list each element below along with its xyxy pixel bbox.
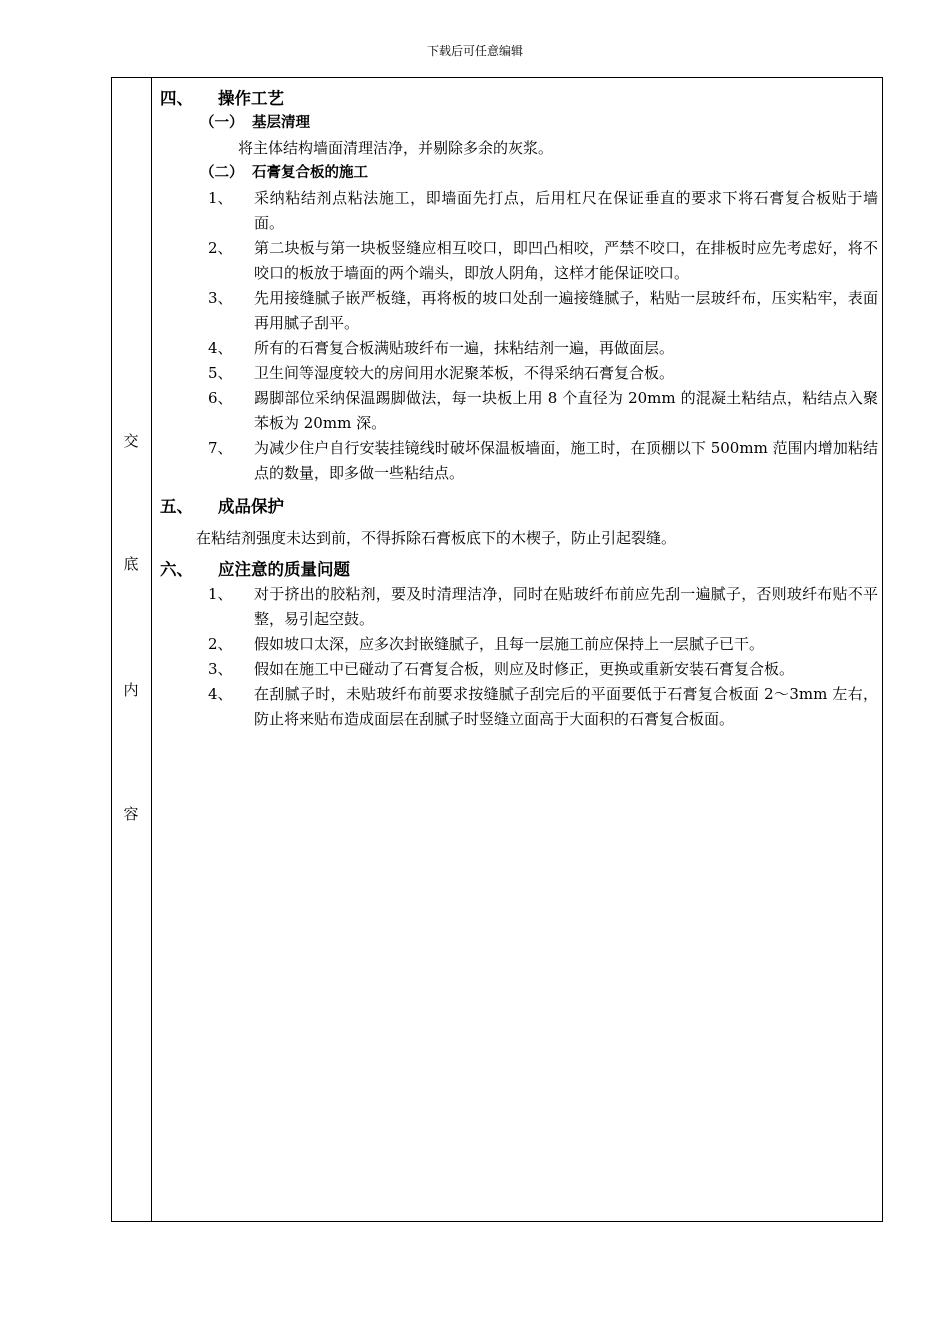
list-item: [160, 657, 878, 682]
section-number: 四、: [160, 89, 193, 108]
subsection-title: 石膏复合板的施工: [252, 165, 368, 181]
subsection-number: （一）: [200, 115, 244, 131]
item-number: 4、: [208, 339, 233, 357]
section-title: 操作工艺: [218, 89, 284, 108]
list-item: [160, 632, 878, 657]
item-number: 2、: [208, 635, 233, 653]
section-heading: [160, 557, 878, 582]
list-item: [160, 582, 878, 632]
item-number: 2、: [208, 239, 233, 257]
side-label-char: 内: [123, 681, 139, 699]
section-title: 成品保护: [218, 497, 284, 516]
section-heading: [160, 86, 878, 111]
list-item: [160, 336, 878, 361]
item-number: 1、: [208, 189, 233, 207]
item-text: 采纳粘结剂点粘法施工，即墙面先打点，后用杠尺在保证垂直的要求下将石膏复合板贴于墙面。: [254, 189, 878, 232]
item-number: 6、: [208, 389, 233, 407]
item-number: 4、: [208, 685, 233, 703]
section-title: 应注意的质量问题: [218, 560, 350, 579]
list-item: [160, 236, 878, 286]
item-text: 所有的石膏复合板满贴玻纤布一遍，抹粘结剂一遍，再做面层。: [254, 339, 675, 357]
section-number: 五、: [160, 497, 193, 516]
item-text: 卫生间等湿度较大的房间用水泥聚苯板，不得采纳石膏复合板。: [254, 364, 675, 382]
page-header: 下载后可任意编辑: [426, 44, 523, 58]
section-number: 六、: [160, 560, 193, 579]
item-text: 第二块板与第一块板竖缝应相互咬口，即凹凸相咬，严禁不咬口，在排板时应先考虑好，将不咬口的板放于墙面的两个端头，即放人阴角，这样才能保证咬口。: [254, 239, 878, 282]
column-divider: [151, 77, 152, 1222]
item-number: 3、: [208, 289, 233, 307]
side-label-char: 底: [123, 555, 139, 573]
list-item: [160, 682, 878, 732]
item-text: 先用接缝腻子嵌严板缝，再将板的坡口处刮一遍接缝腻子，粘贴一层玻纤布，压实粘牢，表面再用腻子刮平。: [254, 289, 878, 332]
item-text: 在刮腻子时，未贴玻纤布前要求按缝腻子刮完后的平面要低于石膏复合板面 2～3mm 左右，防止将来贴布造成面层在刮腻子时竖缝立面高于大面积的石膏复合板面。: [254, 685, 878, 728]
list-item: [160, 436, 878, 486]
item-number: 3、: [208, 660, 233, 678]
subsection-heading: [160, 111, 878, 136]
item-text: 假如在施工中已碰动了石膏复合板，则应及时修正，更换或重新安装石膏复合板。: [254, 660, 795, 678]
item-text: 为减少住户自行安装挂镜线时破坏保温板墙面，施工时，在顶棚以下 500mm 范围内增加粘结点的数量，即多做一些粘结点。: [254, 439, 878, 482]
subsection-title: 基层清理: [252, 115, 310, 131]
item-text: 对于挤出的胶粘剂，要及时清理洁净，同时在贴玻纤布前应先刮一遍腻子，否则玻纤布贴不平整，易引起空鼓。: [254, 585, 878, 628]
list-item: [160, 386, 878, 436]
item-number: 1、: [208, 585, 233, 603]
item-number: 7、: [208, 439, 233, 457]
paragraph: 在粘结剂强度未达到前，不得拆除石膏板底下的木楔子，防止引起裂缝。: [196, 529, 677, 547]
list-item: [160, 186, 878, 236]
section-heading: [160, 494, 878, 519]
side-label-char: 交: [123, 432, 139, 450]
item-text: 假如坡口太深，应多次封嵌缝腻子，且每一层施工前应保持上一层腻子已干。: [254, 635, 765, 653]
item-text: 踢脚部位采纳保温踢脚做法，每一块板上用 8 个直径为 20mm 的混凝土粘结点，粘结点入聚苯板为 20mm 深。: [254, 389, 878, 432]
paragraph: 将主体结构墙面清理洁净，并剔除多余的灰浆。: [238, 139, 554, 157]
list-item: [160, 286, 878, 336]
item-number: 5、: [208, 364, 233, 382]
subsection-number: （二）: [200, 165, 244, 181]
content-cell: [160, 86, 878, 732]
side-label-char: 容: [123, 805, 139, 823]
subsection-heading: [160, 161, 878, 186]
list-item: [160, 361, 878, 386]
